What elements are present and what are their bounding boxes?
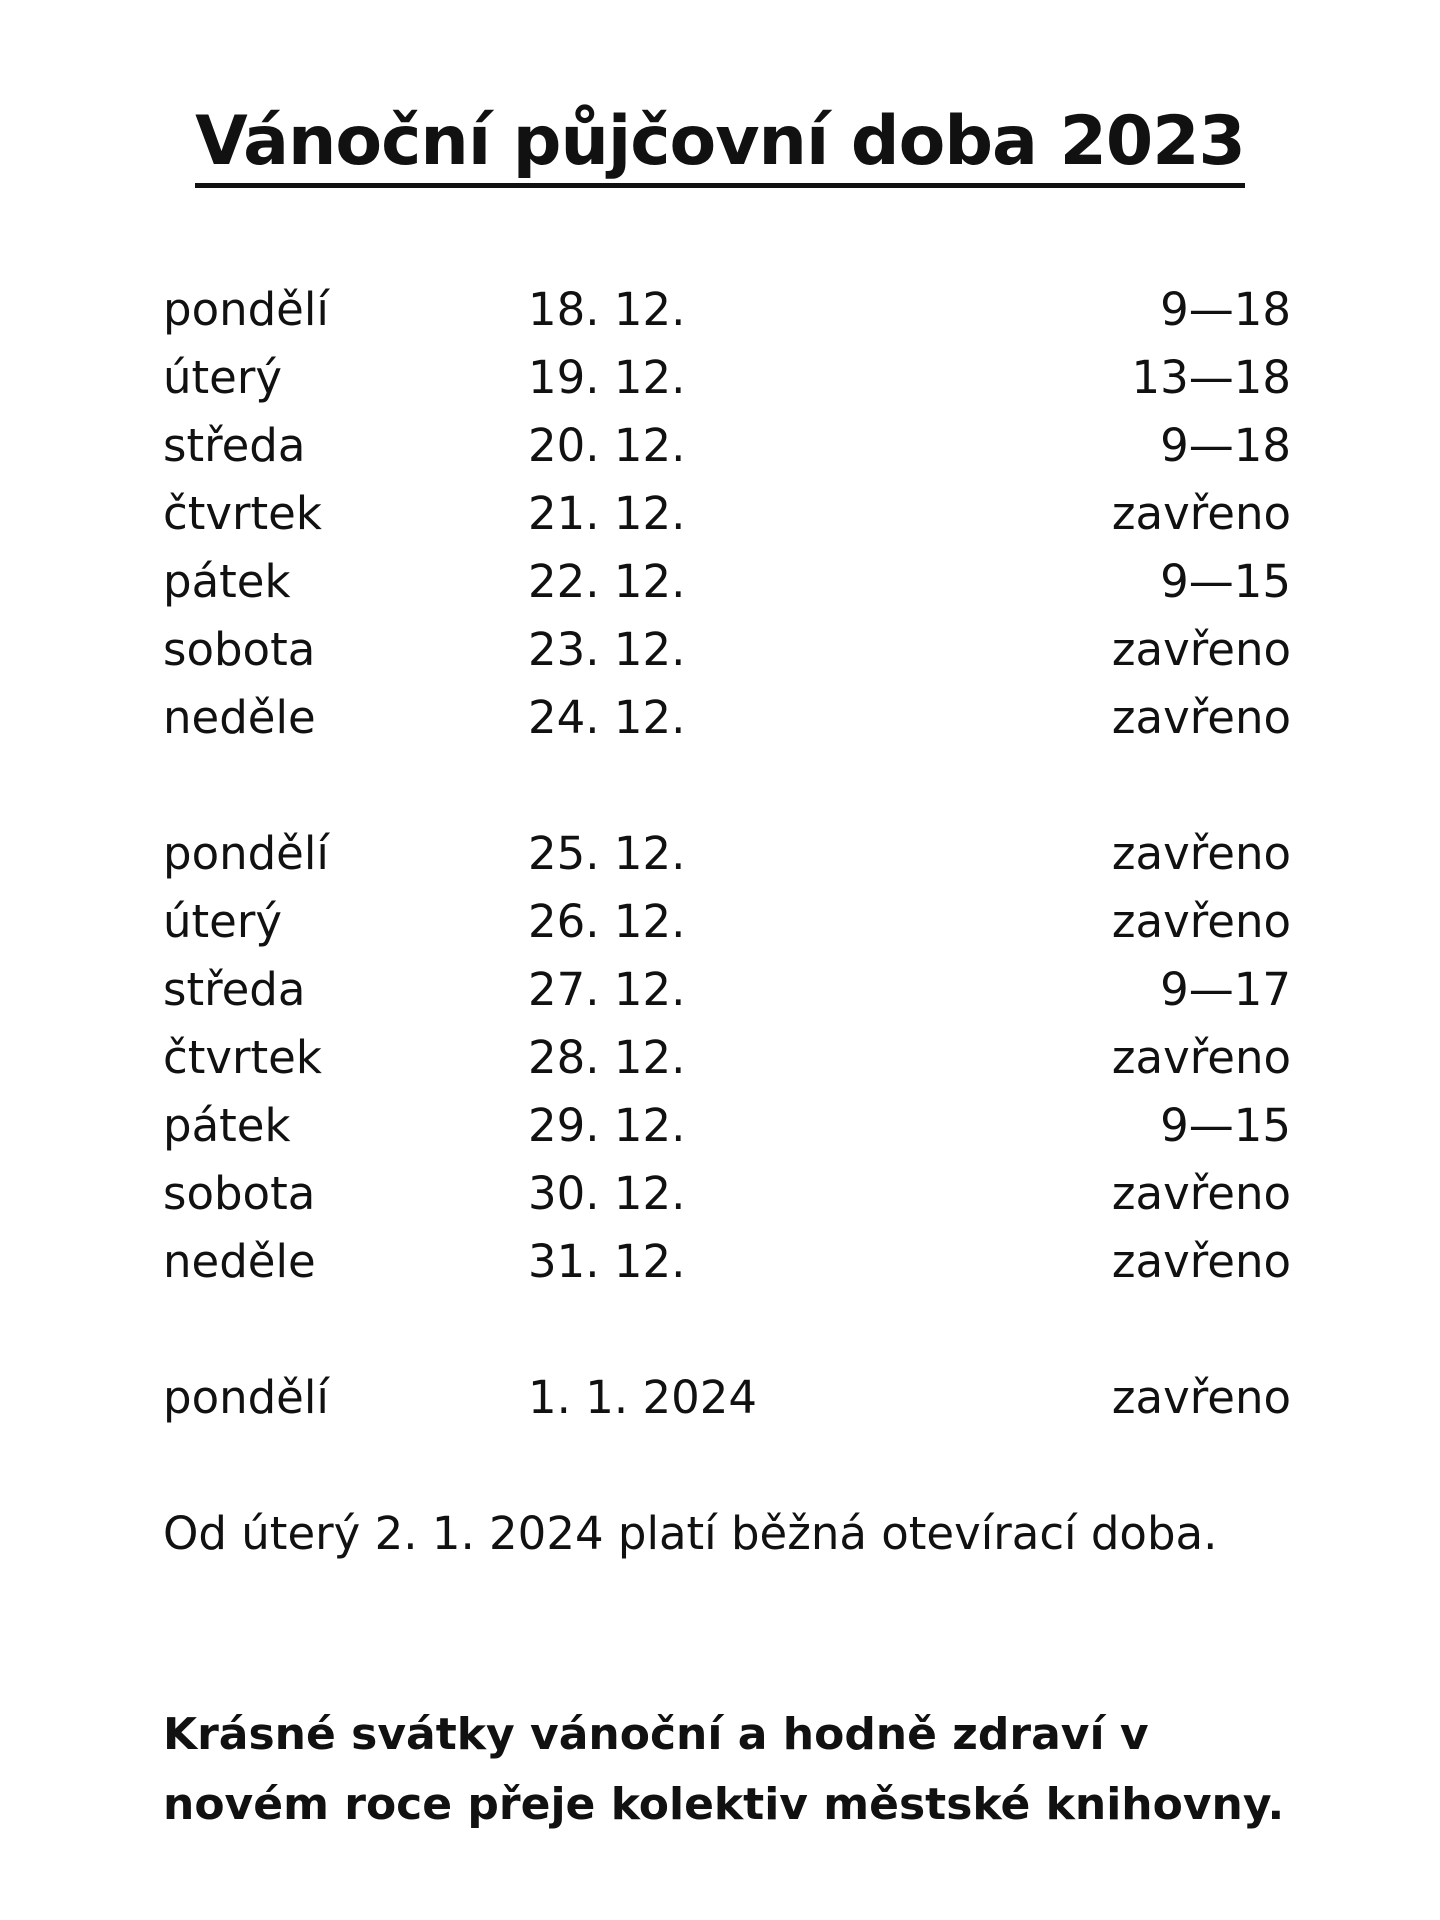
schedule-row <box>163 480 1291 548</box>
schedule-row <box>163 412 1291 480</box>
day-name: úterý <box>163 351 282 404</box>
opening-hours: 13—18 <box>1131 351 1291 404</box>
schedule-row <box>163 344 1291 412</box>
day-date: 24. 12. <box>528 691 686 744</box>
day-date: 22. 12. <box>528 555 686 608</box>
opening-hours: zavřeno <box>1111 623 1291 676</box>
opening-hours: 9—18 <box>1160 283 1291 336</box>
schedule-new-year <box>163 1364 1291 1432</box>
schedule-row <box>163 1160 1291 1228</box>
day-date: 1. 1. 2024 <box>528 1371 757 1424</box>
day-date: 31. 12. <box>528 1235 686 1288</box>
day-name: úterý <box>163 895 282 948</box>
day-date: 21. 12. <box>528 487 686 540</box>
opening-hours: zavřeno <box>1111 1167 1291 1220</box>
holiday-greeting: Krásné svátky vánoční a hodně zdraví v novém roce přeje kolektiv městské knihovny. <box>163 1709 1285 1830</box>
day-date: 26. 12. <box>528 895 686 948</box>
day-date: 25. 12. <box>528 827 686 880</box>
schedule-week-1 <box>163 276 1291 752</box>
day-name: neděle <box>163 1235 316 1288</box>
schedule-row <box>163 1092 1291 1160</box>
schedule-row <box>163 276 1291 344</box>
schedule-row <box>163 888 1291 956</box>
opening-hours: zavřeno <box>1111 1235 1291 1288</box>
regular-hours-notice: Od úterý 2. 1. 2024 platí běžná otevírací doba. <box>163 1507 1218 1560</box>
day-name: pondělí <box>163 283 329 336</box>
opening-hours: zavřeno <box>1111 1031 1291 1084</box>
day-date: 28. 12. <box>528 1031 686 1084</box>
day-date: 29. 12. <box>528 1099 686 1152</box>
day-date: 19. 12. <box>528 351 686 404</box>
schedule-row <box>163 956 1291 1024</box>
schedule-row <box>163 548 1291 616</box>
schedule-week-2 <box>163 820 1291 1296</box>
schedule-row <box>163 616 1291 684</box>
opening-hours: zavřeno <box>1111 827 1291 880</box>
day-date: 27. 12. <box>528 963 686 1016</box>
page-title-text: Vánoční půjčovní doba 2023 <box>195 101 1245 188</box>
day-name: neděle <box>163 691 316 744</box>
day-date: 30. 12. <box>528 1167 686 1220</box>
day-name: čtvrtek <box>163 487 322 540</box>
day-date: 18. 12. <box>528 283 686 336</box>
opening-hours: 9—17 <box>1160 963 1291 1016</box>
schedule-row <box>163 684 1291 752</box>
schedule-row <box>163 1024 1291 1092</box>
opening-hours: zavřeno <box>1111 487 1291 540</box>
day-name: pátek <box>163 555 291 608</box>
opening-hours: zavřeno <box>1111 691 1291 744</box>
page-title <box>0 100 1440 188</box>
opening-hours: zavřeno <box>1111 895 1291 948</box>
day-date: 23. 12. <box>528 623 686 676</box>
schedule-row <box>163 820 1291 888</box>
day-name: středa <box>163 963 306 1016</box>
day-name: sobota <box>163 1167 316 1220</box>
day-date: 20. 12. <box>528 419 686 472</box>
schedule-row <box>163 1364 1291 1432</box>
day-name: pátek <box>163 1099 291 1152</box>
day-name: středa <box>163 419 306 472</box>
day-name: pondělí <box>163 1371 329 1424</box>
opening-hours: 9—18 <box>1160 419 1291 472</box>
opening-hours: 9—15 <box>1160 1099 1291 1152</box>
day-name: sobota <box>163 623 316 676</box>
day-name: čtvrtek <box>163 1031 322 1084</box>
schedule-row <box>163 1228 1291 1296</box>
opening-hours: 9—15 <box>1160 555 1291 608</box>
opening-hours: zavřeno <box>1111 1371 1291 1424</box>
day-name: pondělí <box>163 827 329 880</box>
